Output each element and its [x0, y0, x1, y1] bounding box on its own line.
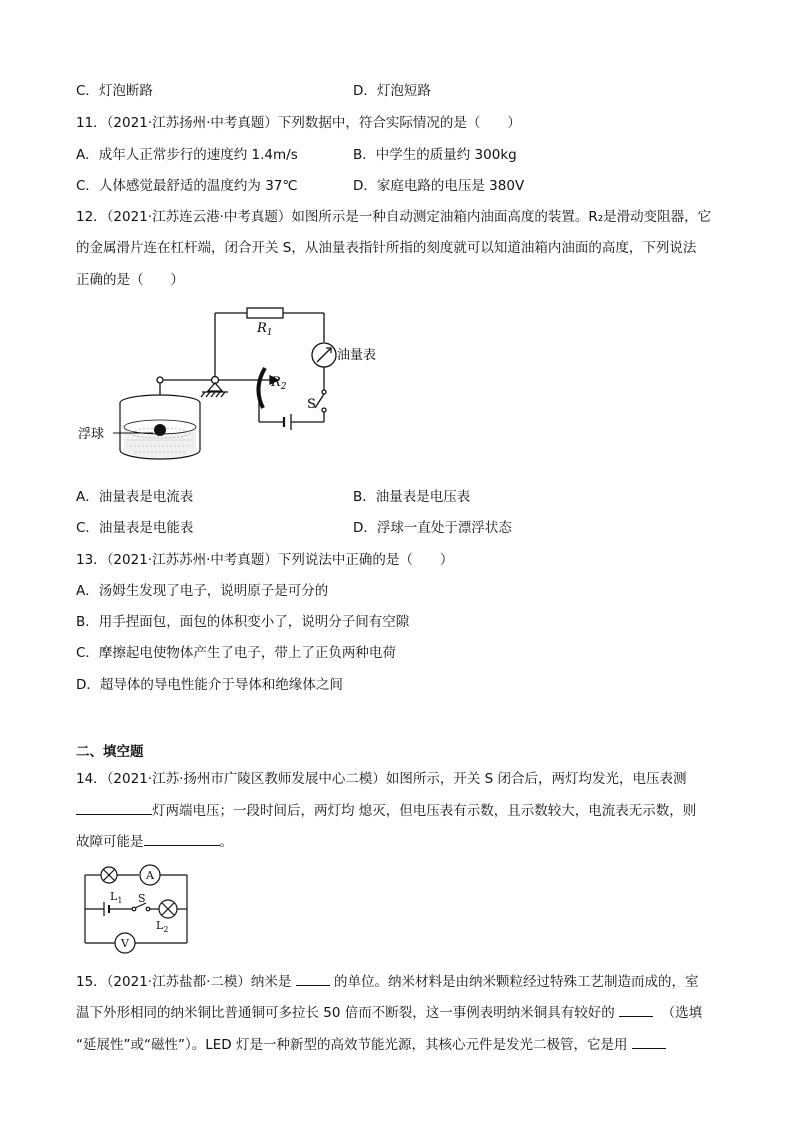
q12-option-c: C．油量表是电能表	[76, 520, 194, 536]
q12-option-a: A．油量表是电流表	[76, 489, 194, 505]
q11-option-d: D．家庭电路的电压是 380V	[353, 178, 525, 194]
label-float-ball: 浮球	[78, 427, 105, 442]
rheostat-r2	[258, 368, 265, 408]
q11-stem: 11．（2021·江苏扬州·中考真题）下列数据中，符合实际情况的是（ ）	[76, 115, 521, 131]
label-voltmeter: V	[121, 937, 129, 950]
q15-line3	[76, 1034, 666, 1055]
answer-blank[interactable]	[632, 1034, 666, 1049]
q13-stem: 13．（2021·江苏苏州·中考真题）下列说法中正确的是（ ）	[76, 552, 454, 568]
switch-s	[322, 390, 326, 394]
q14-line2-text: 灯两端电压；一段时间后，两灯均 熄灭，但电压表有示数，且示数较大，电流表无示数，则	[152, 803, 697, 819]
svg-text:R2	[270, 375, 287, 392]
resistor-r1	[247, 308, 283, 318]
answer-blank[interactable]	[144, 831, 220, 846]
label-switch-s: S	[307, 397, 316, 412]
label-ammeter: A	[146, 869, 154, 882]
q11-option-c: C．人体感觉最舒适的温度约为 37℃	[76, 178, 298, 194]
answer-blank[interactable]	[76, 800, 152, 815]
q11-option-a: A．成年人正常步行的速度约 1.4m/s	[76, 147, 298, 163]
oil-gauge-diagram	[75, 300, 405, 475]
svg-text:L1	[110, 890, 122, 905]
q15-line1	[76, 971, 698, 992]
label-l1: L	[110, 890, 118, 903]
label-l2: L	[156, 919, 164, 932]
q13-option-c: C．摩擦起电使物体产生了电子，带上了正负两种电荷	[76, 645, 396, 661]
label-s: S	[138, 892, 146, 905]
answer-blank[interactable]	[296, 971, 330, 986]
label-r2: R	[271, 375, 281, 390]
label-l2-sub: 2	[163, 925, 169, 934]
q10-option-d: D．灯泡短路	[353, 83, 431, 99]
q14-line2	[76, 800, 696, 821]
q12-stem-line1: 12．（2021·江苏连云港·中考真题）如图所示是一种自动测定油箱内油面高度的装置。R₂是滑动变阻器，它	[76, 209, 712, 225]
q12-stem-line2: 的金属滑片连在杠杆端，闭合开关 S，从油量表指针所指的刻度就可以知道油箱内油面的高度，下列说法	[76, 240, 697, 256]
q13-option-d: D．超导体的导电性能介于导体和绝缘体之间	[76, 677, 343, 693]
series-circuit-diagram	[80, 862, 190, 952]
q15-line1-text-b: 的单位。纳米材料是由纳米颗粒经过特殊工艺制造而成的，室	[333, 974, 699, 990]
q10-option-c: C．灯泡断路	[76, 83, 153, 99]
q14-line3-text: 故障可能是	[76, 834, 144, 850]
q14-line3	[76, 831, 233, 852]
q11-option-b: B．中学生的质量约 300kg	[353, 147, 517, 163]
q12-option-b: B．油量表是电压表	[353, 489, 471, 505]
q12-option-d: D．浮球一直处于漂浮状态	[353, 520, 512, 536]
q15-line2-text-b: （选填	[661, 1005, 703, 1021]
q15-line2	[76, 1002, 702, 1023]
svg-text:L2	[156, 919, 168, 934]
q12-stem-line3: 正确的是（ ）	[76, 272, 184, 288]
q14-line3-end: 。	[219, 834, 233, 850]
q14-stem-line1: 14．（2021·江苏·扬州市广陵区教师发展中心二模）如图所示，开关 S 闭合后，两灯均发光，电压表测	[76, 771, 687, 787]
label-r1: R	[257, 321, 267, 336]
section-heading: 二、填空题	[76, 744, 144, 760]
q13-option-a: A．汤姆生发现了电子，说明原子是可分的	[76, 583, 329, 599]
svg-text:R1	[256, 321, 273, 338]
q15-line2-text-a: 温下外形相同的纳米铜比普通铜可多拉长 50 倍而不断裂，这一事例表明纳米铜具有较好的	[76, 1005, 615, 1021]
label-oil-meter: 油量表	[337, 348, 377, 363]
q15-line3-text: “延展性”或“磁性”）。LED 灯是一种新型的高效节能光源，其核心元件是发光二极管，它是用	[76, 1037, 628, 1053]
q15-line1-text-a: 15．（2021·江苏盐都·二模）纳米是	[76, 974, 292, 990]
answer-blank[interactable]	[619, 1002, 653, 1017]
label-l1-sub: 1	[117, 896, 123, 905]
label-r2-sub: 2	[280, 382, 287, 392]
q13-option-b: B．用手捏面包，面包的体积变小了，说明分子间有空隙	[76, 614, 410, 630]
float-ball	[154, 424, 166, 436]
label-r1-sub: 1	[266, 328, 273, 338]
